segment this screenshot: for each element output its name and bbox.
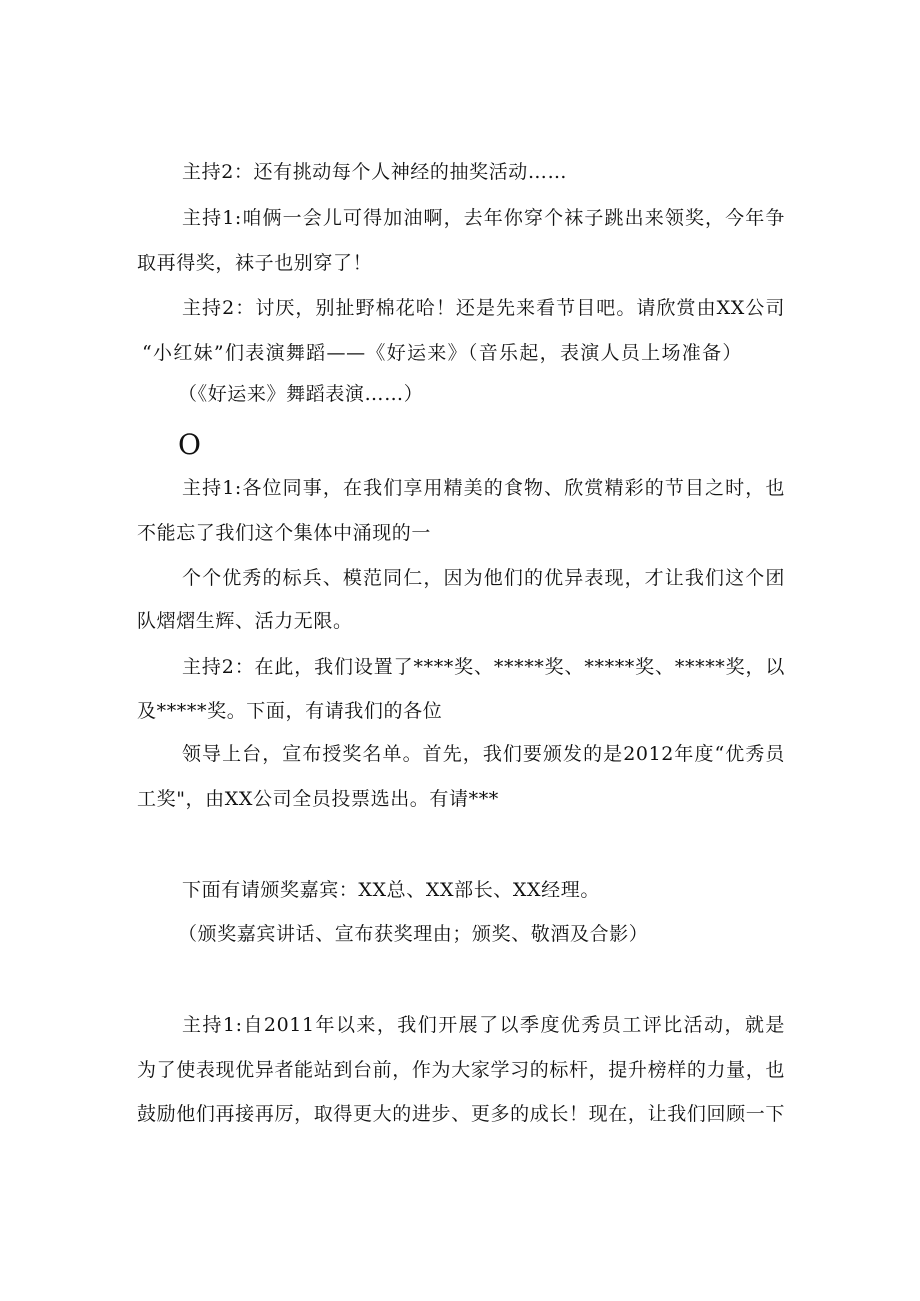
text-line: 领导上台，宣布授奖名单。首先，我们要颁发的是2012年度“优秀员: [182, 743, 785, 765]
text-line: 不能忘了我们这个集体中涌现的一: [137, 522, 432, 544]
text-line: 主持1:各位同事，在我们享用精美的食物、欣赏精彩的节目之时，也: [182, 477, 785, 499]
text-line: 为了使表现优异者能站到台前，作为大家学习的标杆，提升榜样的力量，也: [137, 1059, 785, 1081]
text-line: O: [178, 428, 201, 461]
text-line: 主持2：讨厌，别扯野棉花哈！还是先来看节目吧。请欣赏由XX公司: [182, 297, 785, 319]
text-line: 工奖"，由XX公司全员投票选出。有请***: [137, 788, 499, 810]
text-line: 取再得奖，袜子也别穿了！: [137, 252, 373, 274]
text-line: 队熠熠生辉、活力无限。: [137, 610, 353, 632]
text-line: 主持1:自2011年以来，我们开展了以季度优秀员工评比活动，就是: [182, 1014, 785, 1036]
text-line: （颁奖嘉宾讲话、宣布获奖理由；颁奖、敬酒及合影）: [178, 923, 649, 945]
text-line: 主持2：还有挑动每个人神经的抽奖活动……: [182, 161, 568, 183]
text-line: （《好运来》舞蹈表演……）: [178, 383, 424, 405]
text-line: 主持1:咱俩一会儿可得加油啊，去年你穿个袜子跳出来领奖，今年争: [182, 207, 785, 229]
text-line: 鼓励他们再接再厉，取得更大的进步、更多的成长！现在，让我们回顾一下: [137, 1103, 785, 1125]
text-line: 及*****奖。下面，有请我们的各位: [137, 700, 443, 722]
text-line: “小红妹”们表演舞蹈——《好运来》（音乐起，表演人员上场准备）: [142, 342, 742, 364]
text-line: 主持2：在此，我们设置了****奖、*****奖、*****奖、*****奖，以: [182, 656, 785, 678]
text-line: 下面有请颁奖嘉宾：XX总、XX部长、XX经理。: [182, 879, 600, 901]
text-line: 个个优秀的标兵、模范同仁，因为他们的优异表现，才让我们这个团: [182, 567, 785, 589]
